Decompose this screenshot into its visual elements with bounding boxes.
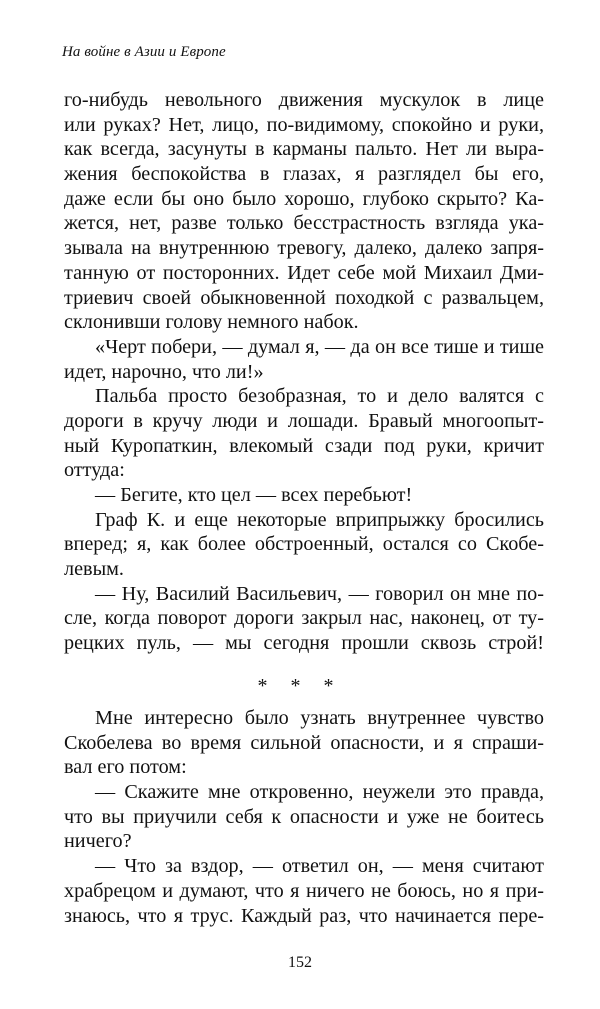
text-line: дороги в кручу люди и лошади. Бравый многоопыт- <box>64 409 544 432</box>
text-line: знаюсь, что я трус. Каждый раз, что начинается пере- <box>64 904 544 927</box>
text-line: рецких пуль, — мы сегодня прошли сквозь строй! <box>64 632 544 655</box>
text-line: — Бегите, кто цел — всех перебьют! <box>95 484 413 506</box>
running-head: На войне в Азии и Европе <box>62 44 226 60</box>
text-line: сле, когда поворот дороги закрыл нас, наконец, от ту- <box>64 607 544 630</box>
body-text-upper <box>64 88 544 656</box>
text-line: «Черт побери, — думал я, — да он все тише и тише <box>95 335 544 358</box>
text-line: Скобелева во время сильной опасности, и я спраши- <box>64 731 544 754</box>
text-line: склонивши голову немного набок. <box>64 311 359 334</box>
text-line: Граф К. и еще некоторые вприпрыжку бросились <box>95 508 544 531</box>
text-line: храбрецом и думают, что я ничего не боюсь, но я при- <box>64 879 544 902</box>
text-line: — Что за вздор, — ответил он, — меня считают <box>95 855 544 878</box>
text-line: даже если бы оно было хорошо, глубоко скрыто? Ка- <box>64 187 544 210</box>
text-line: или руках? Нет, лицо, по-видимому, спокойно и руки, <box>64 113 544 136</box>
text-line: зывала на внутреннюю тревогу, далеко, далеко запря- <box>64 237 544 260</box>
text-line: жется, нет, разве только бесстрастность взгляда ука- <box>64 212 544 235</box>
text-line: — Скажите мне откровенно, неужели это правда, <box>95 781 544 804</box>
text-line: вперед; я, как более обстроенный, остался со Скобе- <box>64 533 544 556</box>
text-line: ничего? <box>64 830 132 853</box>
section-break: * * * <box>257 675 343 697</box>
text-line: жения беспокойства в глазах, я разглядел бы его, <box>64 163 544 186</box>
text-line: идет, нарочно, что ли!» <box>64 360 264 383</box>
text-line: вал его потом: <box>64 756 187 779</box>
text-line: оттуда: <box>64 459 125 482</box>
text-line: триевич своей обыкновенной походкой с развальцем, <box>64 286 544 309</box>
text-line: Пальба просто безобразная, то и дело валятся с <box>95 385 544 408</box>
text-line: что вы приучили себя к опасности и уже не боитесь <box>64 805 544 828</box>
text-line: го-нибудь невольного движения мускулок в лице <box>64 89 544 111</box>
body-text-lower <box>64 706 544 928</box>
text-line: Мне интересно было узнать внутреннее чувство <box>95 707 544 729</box>
page-number: 152 <box>288 954 312 971</box>
text-line: левым. <box>64 558 124 581</box>
text-line: ный Куропаткин, влекомый сзади под руки, кричит <box>64 434 544 457</box>
text-line: танную от посторонних. Идет себе мой Михаил Дми- <box>64 261 544 284</box>
text-line: как всегда, засунуты в карманы пальто. Нет ли выра- <box>64 138 544 161</box>
text-line: — Ну, Василий Васильевич, — говорил он мне по- <box>95 582 544 605</box>
